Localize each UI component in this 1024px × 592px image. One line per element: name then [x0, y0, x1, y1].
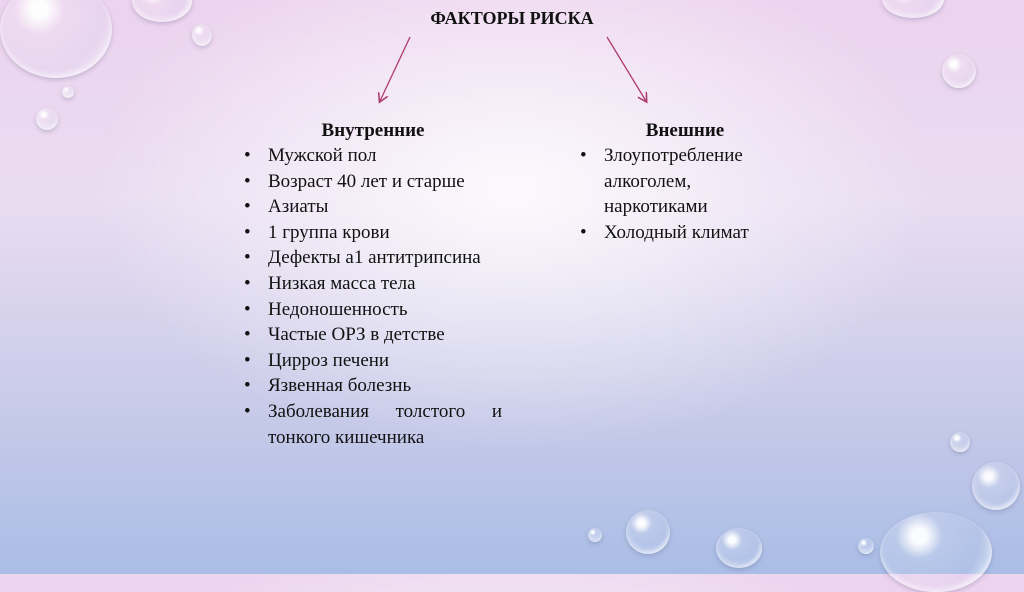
list-item: • Мужской пол — [244, 143, 502, 169]
list-item: • Азиаты — [244, 194, 502, 220]
list-item: • Возраст 40 лет и старше — [244, 169, 502, 195]
list-item: • Цирроз печени — [244, 348, 502, 374]
list-item: • Недоношенность — [244, 297, 502, 323]
slide-title: ФАКТОРЫ РИСКА — [430, 8, 594, 28]
list-item: • Злоупотребление алкоголем, наркотиками — [580, 143, 790, 220]
list-item: • 1 группа крови — [244, 220, 502, 246]
list-item: • Язвенная болезнь — [244, 373, 502, 399]
external-factors — [580, 118, 790, 245]
arrow-left — [380, 37, 410, 101]
list-item: • Низкая масса тела — [244, 271, 502, 297]
list-item: • Заболевания толстого и тонкого кишечника — [244, 399, 502, 450]
list-item: • Дефекты а1 антитрипсина — [244, 245, 502, 271]
arrow-right — [607, 37, 646, 101]
list-item: • Частые ОРЗ в детстве — [244, 322, 502, 348]
external-list — [580, 143, 790, 245]
list-item: • Холодный климат — [580, 220, 790, 246]
internal-heading: Внутренние — [321, 120, 425, 141]
internal-factors — [244, 118, 502, 450]
internal-list — [244, 143, 502, 450]
external-heading: Внешние — [645, 120, 725, 141]
